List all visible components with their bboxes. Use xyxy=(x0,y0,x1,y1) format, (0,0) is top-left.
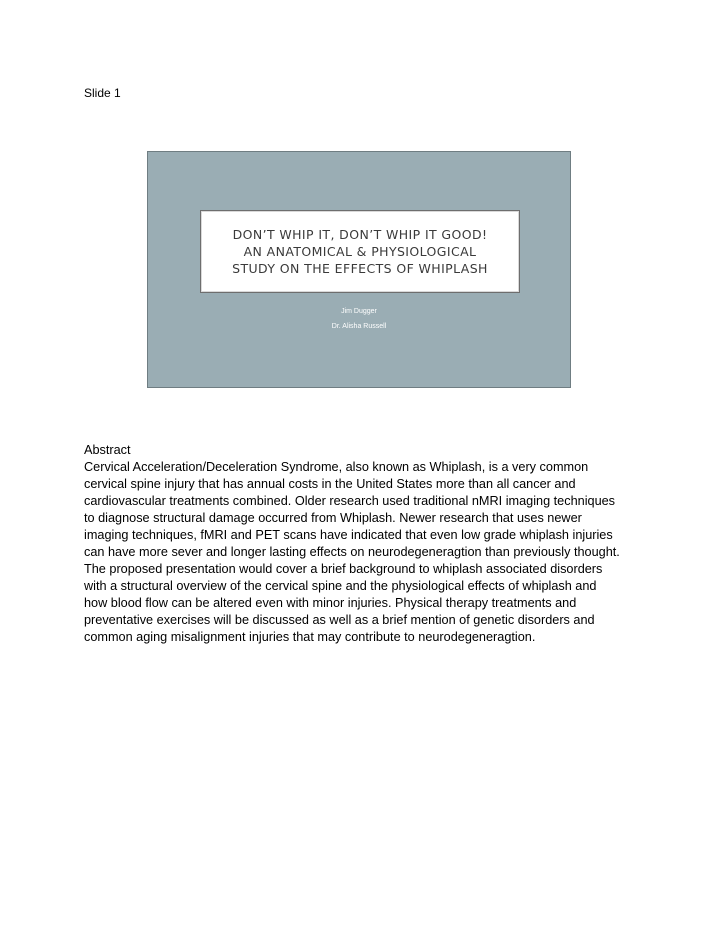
abstract-line: Cervical Acceleration/Deceleration Syndrome, also known as Whiplash, is a very common xyxy=(84,460,589,474)
abstract-line: how blood flow can be altered even with minor injuries. Physical therapy treatments and xyxy=(84,596,577,610)
abstract-line: with a structural overview of the cervical spine and the physiological effects of whiplash and xyxy=(84,579,597,593)
abstract-section xyxy=(84,442,640,646)
slide-thumbnail xyxy=(147,151,571,388)
abstract-line: to diagnose structural damage occurred from Whiplash. Newer research that uses newer xyxy=(84,511,582,525)
slide-title-line-3: STUDY ON THE EFFECTS OF WHIPLASH xyxy=(232,261,488,276)
slide-title-line-2: AN ANATOMICAL & PHYSIOLOGICAL xyxy=(243,244,477,259)
abstract-line: cardiovascular treatments combined. Older research used traditional nMRI imaging techniques xyxy=(84,494,616,508)
abstract-line: imaging techniques, fMRI and PET scans have indicated that even low grade whiplash injuries xyxy=(84,528,613,542)
abstract-line: common aging misalignment injuries that may contribute to neurodegeneragtion. xyxy=(84,630,536,644)
abstract-line: preventative exercises will be discussed as well as a brief mention of genetic disorders and xyxy=(84,613,595,627)
slide-author-1: Jim Dugger xyxy=(341,308,377,315)
slide-number-label: Slide 1 xyxy=(84,86,121,100)
slide-author-2: Dr. Alisha Russell xyxy=(331,323,387,330)
slide-title-box xyxy=(200,210,520,293)
abstract-line: cervical spine injury that has annual costs in the United States more than all cancer and xyxy=(84,477,576,491)
abstract-line: The proposed presentation would cover a brief background to whiplash associated disorders xyxy=(84,562,603,576)
abstract-line: can have more sever and longer lasting effects on neurodegeneragtion than previously thought. xyxy=(84,545,620,559)
slide-title-line-1: DON’T WHIP IT, DON’T WHIP IT GOOD! xyxy=(232,227,488,242)
abstract-heading: Abstract xyxy=(84,443,131,457)
